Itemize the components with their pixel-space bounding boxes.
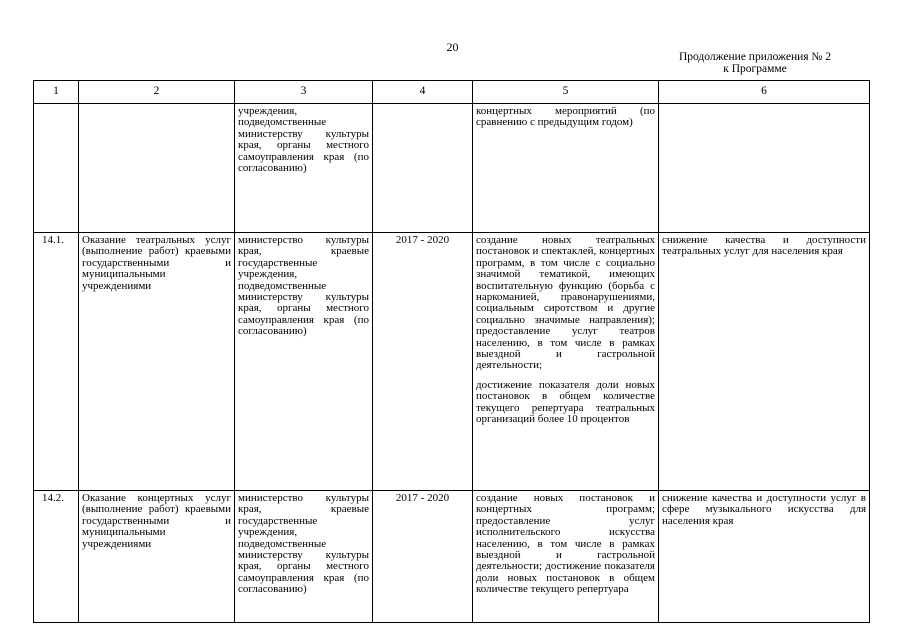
row-number: 14.1. xyxy=(34,233,79,491)
row-measure-name: Оказание театральных услуг (выполнение работ) краевыми государственными и муниципальными учреждениями xyxy=(79,233,235,491)
row-measure-name: Оказание концертных услуг (выполнение работ) краевыми государственными и муниципальными учреждениями xyxy=(79,491,235,623)
page-number: 20 xyxy=(446,40,459,54)
result-paragraph: создание новых постановок и концертных программ; предоставление услуг исполнительского искусства населению, в том числе в рамках выездной и гастрольной деятельности; достижение показателя доли новых постановок в общем количестве текущего репертуара xyxy=(476,492,655,596)
result-paragraph: концертных мероприятий (по сравнению с предыдущим годом) xyxy=(476,105,655,129)
row-executor: министерство культуры края, краевые государственные учреждения, подведомственные министерству культуры края, органы местного самоуправления края (по согласованию) xyxy=(235,233,373,491)
table-row xyxy=(34,233,870,491)
row-executor: министерство культуры края, краевые государственные учреждения, подведомственные министерству культуры края, органы местного самоуправления края (по согласованию) xyxy=(235,491,373,623)
result-paragraph: достижение показателя доли новых постановок в общем количестве текущего репертуара театральных организаций более 10 процентов xyxy=(476,378,655,426)
row-executor: учреждения, подведомственные министерству культуры края, органы местного самоуправления края (по согласованию) xyxy=(235,104,373,233)
header-col-5: 5 xyxy=(473,81,659,104)
row-period: 2017 - 2020 xyxy=(373,233,473,491)
row-period: 2017 - 2020 xyxy=(373,491,473,623)
header-col-1: 1 xyxy=(34,81,79,104)
row-period xyxy=(373,104,473,233)
header-col-2: 2 xyxy=(79,81,235,104)
header-col-3: 3 xyxy=(235,81,373,104)
continuation-line-2: к Программе xyxy=(723,63,787,75)
result-paragraph: создание новых театральных постановок и спектаклей, концертных программ, в том числе с социально значимой тематикой, имеющих воспитательную функцию (борьба с наркоманией, правонарушениями, социальным сиротством и другие социально значимые направления); предоставление услуг театров населению, в том числе в рамках выездной и гастрольной деятельности; xyxy=(476,234,655,372)
row-result xyxy=(473,104,659,233)
row-measure-name xyxy=(79,104,235,233)
row-consequence: снижение качества и доступности театральных услуг для населения края xyxy=(659,233,870,491)
row-consequence: снижение качества и доступности услуг в сфере музыкального искусства для населения края xyxy=(659,491,870,623)
header-col-4: 4 xyxy=(373,81,473,104)
program-table xyxy=(33,80,870,623)
row-number xyxy=(34,104,79,233)
row-result xyxy=(473,491,659,623)
table-row xyxy=(34,104,870,233)
continuation-line-1: Продолжение приложения № 2 xyxy=(678,51,832,63)
header-row xyxy=(34,81,870,104)
appendix-continuation-note xyxy=(630,51,880,75)
table-row xyxy=(34,491,870,623)
row-number: 14.2. xyxy=(34,491,79,623)
row-consequence xyxy=(659,104,870,233)
row-result xyxy=(473,233,659,491)
header-col-6: 6 xyxy=(659,81,870,104)
